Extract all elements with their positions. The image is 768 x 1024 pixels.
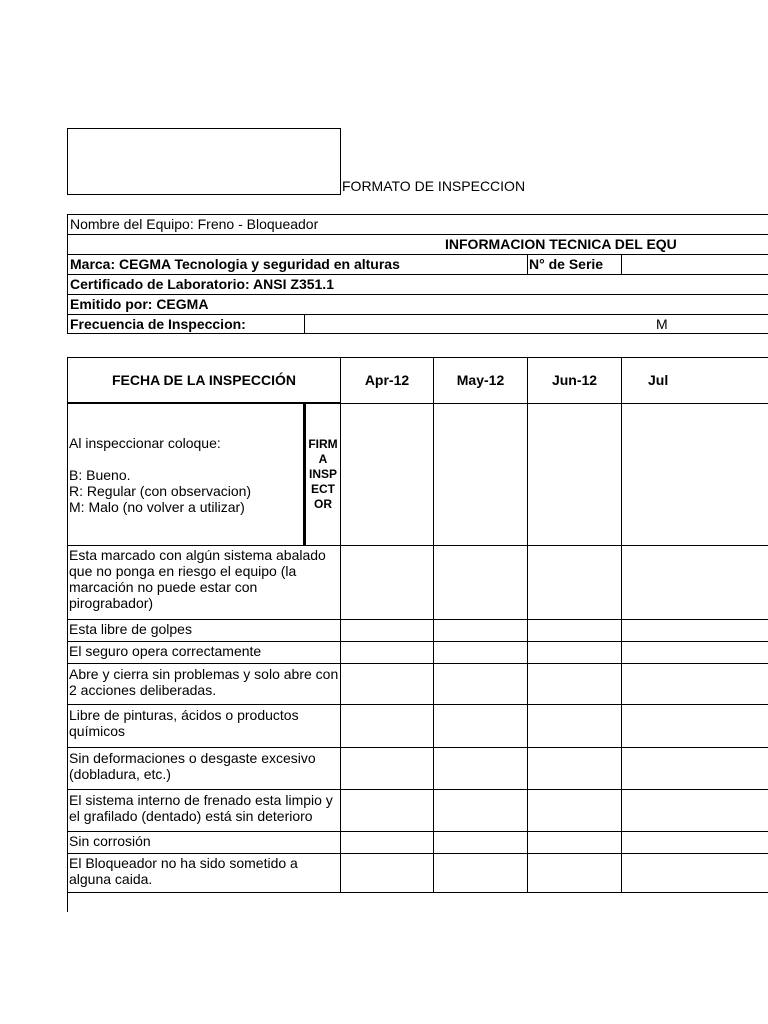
issued-by-row — [67, 294, 768, 315]
frequency-row — [67, 314, 768, 334]
legend-bad: M: Malo (no volver a utilizar) — [69, 499, 245, 515]
month-header: Apr-12 — [364, 372, 410, 388]
checklist-item: Sin deformaciones o desgaste excesivo (dobladura, etc.) — [69, 750, 316, 782]
frequency-divider — [304, 314, 305, 334]
checklist-item: El seguro opera correctamente — [69, 643, 262, 659]
checklist-item: Libre de pinturas, ácidos o productos químicos — [69, 707, 299, 739]
equipment-name: Nombre del Equipo: Freno - Bloqueador — [70, 216, 319, 232]
row-line — [67, 853, 768, 854]
row-line — [67, 619, 768, 620]
issued-by-text: Emitido por: CEGMA — [70, 296, 209, 312]
table-left-border — [67, 357, 68, 912]
month-header: Jun-12 — [551, 372, 598, 388]
brand-text: Marca: CEGMA Tecnologia y seguridad en alturas — [70, 256, 400, 272]
column-divider — [621, 357, 622, 893]
checklist-item: Esta libre de golpes — [69, 621, 192, 637]
row-line — [67, 357, 768, 358]
row-line — [67, 545, 768, 546]
certificate-text: Certificado de Laboratorio: ANSI Z351.1 — [70, 276, 334, 292]
frequency-label: Frecuencia de Inspeccion: — [70, 316, 246, 332]
brand-row — [67, 254, 768, 275]
column-divider — [340, 357, 341, 893]
legend-good: B: Bueno. — [69, 467, 131, 483]
signature-label-line: A — [318, 452, 328, 466]
row-line — [67, 663, 768, 664]
column-divider — [527, 357, 528, 893]
column-divider — [433, 357, 434, 893]
inspection-legend — [69, 435, 303, 515]
row-line — [67, 641, 768, 642]
serial-divider-right — [621, 254, 622, 275]
row-line — [340, 403, 768, 404]
legend-regular: R: Regular (con observacion) — [69, 483, 252, 499]
signature-label-line: OR — [314, 497, 332, 511]
checklist-item: Abre y cierra sin problemas y solo abre con 2 acciones deliberadas. — [69, 666, 339, 698]
signature-label-line: INSP — [308, 467, 337, 481]
row-line — [67, 789, 768, 790]
section-title: INFORMACION TECNICA DEL EQU — [445, 236, 677, 252]
inspector-signature-label — [306, 437, 340, 512]
document-title: FORMATO DE INSPECCION — [342, 178, 526, 194]
logo-box — [67, 128, 341, 195]
certificate-row — [67, 274, 768, 295]
signature-label-line: FIRM — [308, 437, 338, 451]
row-line — [67, 747, 768, 748]
inspection-date-header: FECHA DE LA INSPECCIÓN — [111, 372, 297, 388]
row-line — [67, 892, 768, 893]
serial-divider-left — [527, 254, 528, 275]
month-header: May-12 — [456, 372, 505, 388]
frequency-value: M — [656, 316, 668, 332]
section-title-row — [67, 234, 768, 255]
checklist-item: Esta marcado con algún sistema abalado que no ponga en riesgo el equipo (la marcación no puede estar con pirograbador) — [69, 547, 326, 611]
row-line — [67, 831, 768, 832]
serial-label: N° de Serie — [529, 256, 604, 272]
checklist-item: El Bloqueador no ha sido sometido a alguna caida. — [69, 855, 298, 887]
month-header: Jul — [648, 372, 669, 388]
signature-label-line: ECT — [311, 482, 335, 496]
checklist-item: Sin corrosión — [69, 833, 151, 849]
equipment-name-row — [67, 214, 768, 235]
row-line — [67, 704, 768, 705]
header-bottom-line — [67, 402, 341, 404]
checklist-item: El sistema interno de frenado esta limpio y el grafilado (dentado) está sin deterioro — [69, 792, 333, 824]
legend-intro: Al inspeccionar coloque: — [69, 435, 221, 451]
